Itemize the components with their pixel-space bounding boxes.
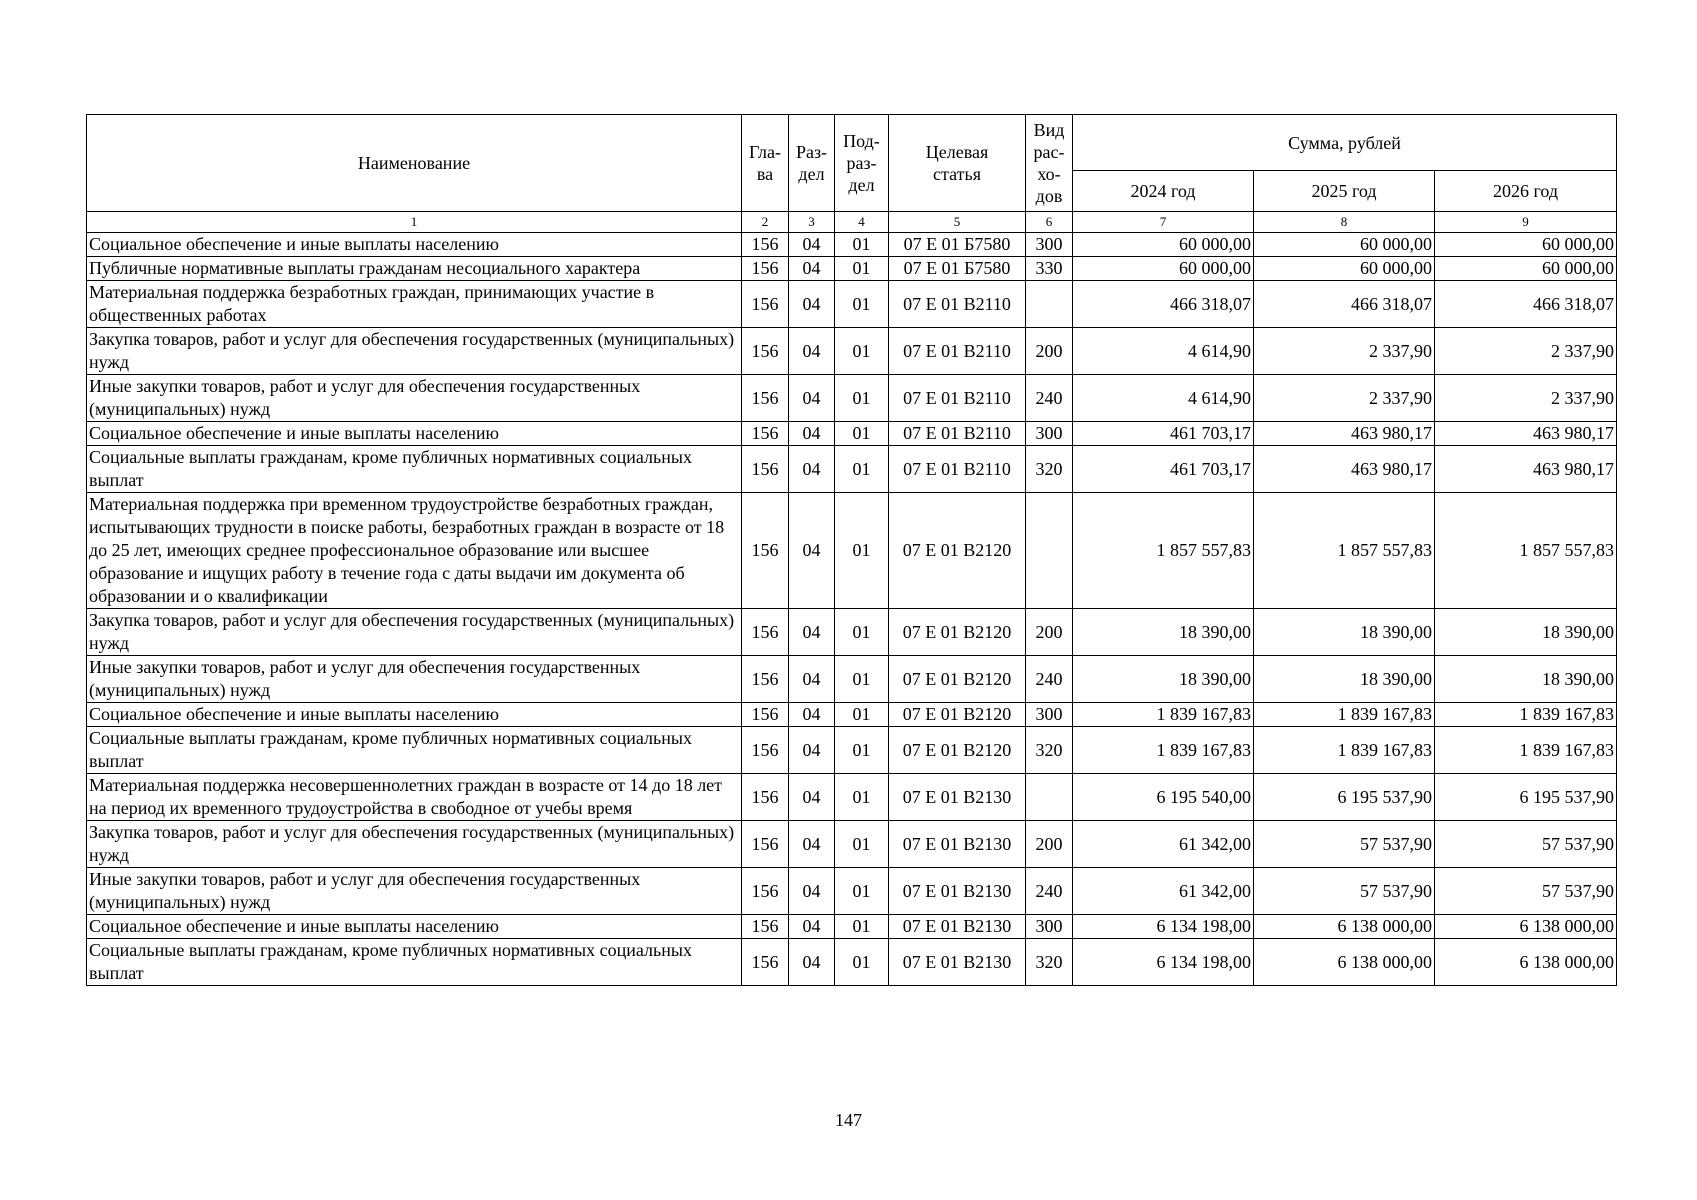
row-sum-2025: 6 195 537,90	[1254, 774, 1435, 821]
row-razdel: 04	[789, 446, 835, 493]
col-number: 5	[889, 212, 1026, 233]
col-number: 6	[1026, 212, 1073, 233]
row-razdel: 04	[789, 328, 835, 375]
row-sum-2024: 61 342,00	[1073, 868, 1254, 915]
row-podrazdel: 01	[835, 868, 889, 915]
row-glava: 156	[742, 868, 789, 915]
table-row	[87, 257, 1617, 281]
row-sum-2026: 57 537,90	[1435, 821, 1617, 868]
row-vid: 330	[1026, 257, 1073, 281]
header-year-2026: 2026 год	[1435, 171, 1617, 212]
row-sum-2025: 60 000,00	[1254, 233, 1435, 257]
table-row	[87, 939, 1617, 986]
header-year-2024: 2024 год	[1073, 171, 1254, 212]
row-sum-2026: 463 980,17	[1435, 422, 1617, 446]
row-podrazdel: 01	[835, 446, 889, 493]
table-row	[87, 446, 1617, 493]
row-podrazdel: 01	[835, 915, 889, 939]
row-vid: 300	[1026, 915, 1073, 939]
row-sum-2024: 60 000,00	[1073, 257, 1254, 281]
row-glava: 156	[742, 609, 789, 656]
row-podrazdel: 01	[835, 939, 889, 986]
row-razdel: 04	[789, 609, 835, 656]
col-number: 2	[742, 212, 789, 233]
row-vid: 300	[1026, 233, 1073, 257]
row-vid: 200	[1026, 328, 1073, 375]
row-article: 07 Е 01 В2130	[889, 821, 1026, 868]
row-podrazdel: 01	[835, 328, 889, 375]
row-podrazdel: 01	[835, 821, 889, 868]
row-sum-2025: 463 980,17	[1254, 446, 1435, 493]
row-glava: 156	[742, 375, 789, 422]
row-razdel: 04	[789, 939, 835, 986]
row-article: 07 Е 01 В2130	[889, 868, 1026, 915]
row-podrazdel: 01	[835, 422, 889, 446]
row-sum-2025: 57 537,90	[1254, 868, 1435, 915]
row-vid	[1026, 774, 1073, 821]
row-sum-2025: 1 857 557,83	[1254, 493, 1435, 609]
row-name: Социальные выплаты гражданам, кроме публичных нормативных социальных выплат	[87, 727, 742, 774]
row-article: 07 Е 01 В2130	[889, 774, 1026, 821]
row-name: Материальная поддержка безработных граждан, принимающих участие в общественных работах	[87, 281, 742, 328]
row-name: Иные закупки товаров, работ и услуг для обеспечения государственных (муниципальных) нужд	[87, 656, 742, 703]
table-row	[87, 493, 1617, 609]
table-row	[87, 609, 1617, 656]
table-row	[87, 656, 1617, 703]
row-podrazdel: 01	[835, 281, 889, 328]
row-sum-2025: 1 839 167,83	[1254, 703, 1435, 727]
row-glava: 156	[742, 422, 789, 446]
row-name: Социальное обеспечение и иные выплаты населению	[87, 703, 742, 727]
row-name: Иные закупки товаров, работ и услуг для обеспечения государственных (муниципальных) нужд	[87, 868, 742, 915]
row-sum-2024: 6 195 540,00	[1073, 774, 1254, 821]
table-row	[87, 281, 1617, 328]
row-sum-2025: 18 390,00	[1254, 609, 1435, 656]
row-glava: 156	[742, 821, 789, 868]
row-podrazdel: 01	[835, 493, 889, 609]
row-podrazdel: 01	[835, 257, 889, 281]
row-podrazdel: 01	[835, 727, 889, 774]
row-razdel: 04	[789, 281, 835, 328]
row-name: Материальная поддержка несовершеннолетних граждан в возрасте от 14 до 18 лет на период их временного трудоустройства в свободное от учебы время	[87, 774, 742, 821]
table-row	[87, 821, 1617, 868]
row-sum-2024: 60 000,00	[1073, 233, 1254, 257]
row-article: 07 Е 01 В2120	[889, 703, 1026, 727]
budget-table	[86, 114, 1617, 986]
row-article: 07 Е 01 В2110	[889, 422, 1026, 446]
row-vid: 240	[1026, 656, 1073, 703]
header-vid: Вид рас- хо- дов	[1026, 115, 1073, 212]
row-vid: 200	[1026, 821, 1073, 868]
row-sum-2025: 6 138 000,00	[1254, 915, 1435, 939]
row-article: 07 Е 01 В2120	[889, 609, 1026, 656]
row-sum-2025: 60 000,00	[1254, 257, 1435, 281]
table-body	[87, 233, 1617, 986]
row-razdel: 04	[789, 868, 835, 915]
row-vid: 240	[1026, 868, 1073, 915]
row-vid	[1026, 493, 1073, 609]
row-razdel: 04	[789, 375, 835, 422]
row-sum-2024: 4 614,90	[1073, 328, 1254, 375]
row-vid	[1026, 281, 1073, 328]
row-razdel: 04	[789, 493, 835, 609]
row-razdel: 04	[789, 422, 835, 446]
row-sum-2024: 1 839 167,83	[1073, 703, 1254, 727]
row-razdel: 04	[789, 915, 835, 939]
row-sum-2024: 6 134 198,00	[1073, 939, 1254, 986]
row-name: Социальные выплаты гражданам, кроме публичных нормативных социальных выплат	[87, 446, 742, 493]
row-glava: 156	[742, 257, 789, 281]
row-vid: 320	[1026, 939, 1073, 986]
row-sum-2026: 6 195 537,90	[1435, 774, 1617, 821]
row-razdel: 04	[789, 233, 835, 257]
row-glava: 156	[742, 493, 789, 609]
row-glava: 156	[742, 774, 789, 821]
row-article: 07 Е 01 В2120	[889, 727, 1026, 774]
header-year-2025: 2025 год	[1254, 171, 1435, 212]
row-razdel: 04	[789, 257, 835, 281]
row-glava: 156	[742, 446, 789, 493]
row-article: 07 Е 01 В2120	[889, 656, 1026, 703]
row-sum-2024: 1 857 557,83	[1073, 493, 1254, 609]
table-row	[87, 774, 1617, 821]
row-name: Публичные нормативные выплаты гражданам несоциального характера	[87, 257, 742, 281]
table-row	[87, 915, 1617, 939]
row-razdel: 04	[789, 703, 835, 727]
row-sum-2026: 2 337,90	[1435, 375, 1617, 422]
row-sum-2025: 57 537,90	[1254, 821, 1435, 868]
row-podrazdel: 01	[835, 233, 889, 257]
row-article: 07 Е 01 В2110	[889, 375, 1026, 422]
row-sum-2026: 1 839 167,83	[1435, 727, 1617, 774]
row-sum-2026: 2 337,90	[1435, 328, 1617, 375]
col-number: 3	[789, 212, 835, 233]
row-sum-2026: 463 980,17	[1435, 446, 1617, 493]
header-name: Наименование	[87, 115, 742, 212]
table-row	[87, 422, 1617, 446]
row-name: Иные закупки товаров, работ и услуг для обеспечения государственных (муниципальных) нужд	[87, 375, 742, 422]
row-glava: 156	[742, 233, 789, 257]
row-name: Социальное обеспечение и иные выплаты населению	[87, 233, 742, 257]
col-number: 7	[1073, 212, 1254, 233]
row-sum-2024: 61 342,00	[1073, 821, 1254, 868]
row-sum-2024: 18 390,00	[1073, 609, 1254, 656]
row-sum-2024: 461 703,17	[1073, 422, 1254, 446]
row-razdel: 04	[789, 821, 835, 868]
row-article: 07 Е 01 В2110	[889, 328, 1026, 375]
row-name: Закупка товаров, работ и услуг для обеспечения государственных (муниципальных) нужд	[87, 328, 742, 375]
row-vid: 320	[1026, 727, 1073, 774]
table-row	[87, 703, 1617, 727]
row-vid: 200	[1026, 609, 1073, 656]
row-sum-2024: 466 318,07	[1073, 281, 1254, 328]
row-name: Закупка товаров, работ и услуг для обеспечения государственных (муниципальных) нужд	[87, 821, 742, 868]
header-podrazdel: Под- раз- дел	[835, 115, 889, 212]
row-sum-2024: 461 703,17	[1073, 446, 1254, 493]
page-number: 147	[835, 1110, 862, 1130]
row-glava: 156	[742, 281, 789, 328]
row-sum-2026: 18 390,00	[1435, 656, 1617, 703]
row-sum-2025: 463 980,17	[1254, 422, 1435, 446]
row-glava: 156	[742, 939, 789, 986]
row-article: 07 Е 01 В2130	[889, 939, 1026, 986]
row-article: 07 Е 01 Б7580	[889, 233, 1026, 257]
row-article: 07 Е 01 В2110	[889, 281, 1026, 328]
row-sum-2025: 466 318,07	[1254, 281, 1435, 328]
header-razdel: Раз- дел	[789, 115, 835, 212]
row-sum-2025: 2 337,90	[1254, 375, 1435, 422]
row-podrazdel: 01	[835, 656, 889, 703]
row-name: Социальное обеспечение и иные выплаты населению	[87, 915, 742, 939]
row-name: Материальная поддержка при временном трудоустройстве безработных граждан, испытывающих трудности в поиске работы, безработных граждан в возрасте от 18 до 25 лет, имеющих среднее профессиональное образование или высшее образование и ищущих работу в течение года с даты выдачи им документа об образовании и о квалификации	[87, 493, 742, 609]
row-sum-2026: 18 390,00	[1435, 609, 1617, 656]
row-sum-2026: 1 839 167,83	[1435, 703, 1617, 727]
row-razdel: 04	[789, 774, 835, 821]
row-article: 07 Е 01 В2130	[889, 915, 1026, 939]
row-podrazdel: 01	[835, 609, 889, 656]
row-glava: 156	[742, 703, 789, 727]
row-sum-2026: 466 318,07	[1435, 281, 1617, 328]
row-podrazdel: 01	[835, 375, 889, 422]
row-podrazdel: 01	[835, 774, 889, 821]
row-sum-2024: 4 614,90	[1073, 375, 1254, 422]
table-row	[87, 375, 1617, 422]
row-vid: 320	[1026, 446, 1073, 493]
table-row	[87, 868, 1617, 915]
row-article: 07 Е 01 В2110	[889, 446, 1026, 493]
row-vid: 300	[1026, 422, 1073, 446]
header-sum: Сумма, рублей	[1073, 115, 1617, 171]
row-glava: 156	[742, 656, 789, 703]
row-sum-2026: 6 138 000,00	[1435, 939, 1617, 986]
table-row	[87, 233, 1617, 257]
row-article: 07 Е 01 В2120	[889, 493, 1026, 609]
row-vid: 300	[1026, 703, 1073, 727]
row-razdel: 04	[789, 656, 835, 703]
row-sum-2026: 6 138 000,00	[1435, 915, 1617, 939]
row-sum-2025: 1 839 167,83	[1254, 727, 1435, 774]
row-sum-2025: 2 337,90	[1254, 328, 1435, 375]
column-numbers-row	[87, 212, 1617, 233]
row-sum-2026: 60 000,00	[1435, 257, 1617, 281]
row-razdel: 04	[789, 727, 835, 774]
col-number: 4	[835, 212, 889, 233]
header-article: Целевая статья	[889, 115, 1026, 212]
row-glava: 156	[742, 915, 789, 939]
row-vid: 240	[1026, 375, 1073, 422]
table-row	[87, 727, 1617, 774]
row-name: Закупка товаров, работ и услуг для обеспечения государственных (муниципальных) нужд	[87, 609, 742, 656]
row-name: Социальные выплаты гражданам, кроме публичных нормативных социальных выплат	[87, 939, 742, 986]
row-glava: 156	[742, 727, 789, 774]
table-row	[87, 328, 1617, 375]
row-sum-2024: 6 134 198,00	[1073, 915, 1254, 939]
row-sum-2026: 57 537,90	[1435, 868, 1617, 915]
row-sum-2026: 1 857 557,83	[1435, 493, 1617, 609]
col-number: 1	[87, 212, 742, 233]
header-glava: Гла- ва	[742, 115, 789, 212]
row-sum-2024: 1 839 167,83	[1073, 727, 1254, 774]
row-sum-2025: 18 390,00	[1254, 656, 1435, 703]
col-number: 9	[1435, 212, 1617, 233]
row-sum-2025: 6 138 000,00	[1254, 939, 1435, 986]
row-article: 07 Е 01 Б7580	[889, 257, 1026, 281]
row-podrazdel: 01	[835, 703, 889, 727]
row-name: Социальное обеспечение и иные выплаты населению	[87, 422, 742, 446]
col-number: 8	[1254, 212, 1435, 233]
row-sum-2024: 18 390,00	[1073, 656, 1254, 703]
row-glava: 156	[742, 328, 789, 375]
row-sum-2026: 60 000,00	[1435, 233, 1617, 257]
